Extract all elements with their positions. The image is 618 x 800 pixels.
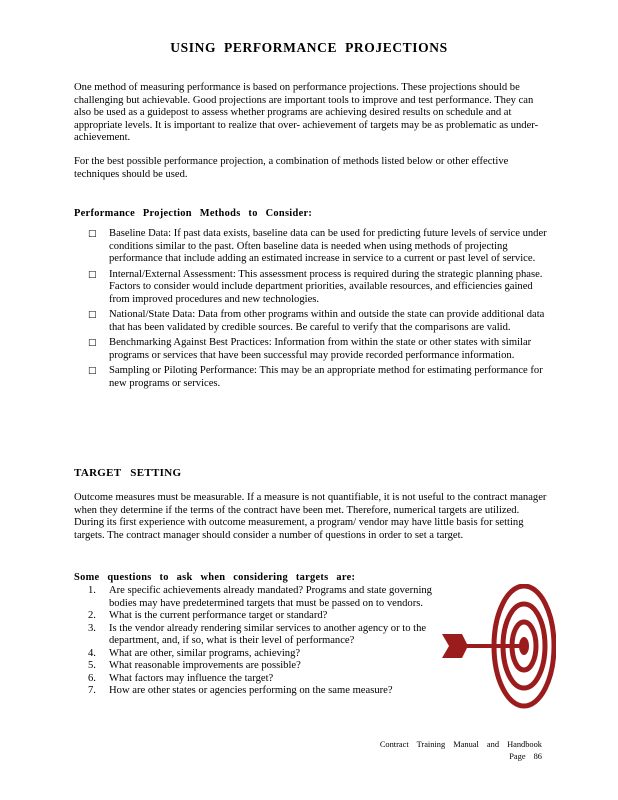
list-item bbox=[88, 337, 550, 362]
list-item bbox=[88, 673, 436, 686]
intro-paragraph: One method of measuring performance is based on performance projections. These projections should be challenging but achievable. Good projections are important tools to improve and test performance. They can also be used as a guidepost to assess whether programs are achieving desired results on schedule and at appropriate levels. It is important to realize that over- achievement of targets may be as problematic as under-achievement. bbox=[74, 82, 539, 143]
item-number: 3. bbox=[88, 622, 96, 634]
list-item bbox=[88, 623, 436, 648]
method-text: Sampling or Piloting Performance: This may be an appropriate method for estimating performance for new programs or services. bbox=[109, 365, 543, 389]
method-text: Benchmarking Against Best Practices: Information from within the state or other states with similar programs or services that have been successful may provide recorded performance information. bbox=[109, 337, 532, 361]
method-text: National/State Data: Data from other programs within and outside the state can provide additional data that has been validated by credible sources. Be careful to verify that the comparisons are valid. bbox=[109, 309, 545, 333]
checkbox-bullet-icon: □ bbox=[88, 269, 97, 280]
list-item bbox=[88, 648, 436, 661]
list-item bbox=[88, 365, 550, 390]
footer-page-number: Page 86 bbox=[509, 752, 542, 761]
checkbox-bullet-icon: □ bbox=[88, 366, 97, 376]
question-text: What are other, similar programs, achieving? bbox=[109, 647, 301, 659]
checkbox-bullet-icon: □ bbox=[88, 338, 97, 348]
item-number: 2. bbox=[88, 610, 96, 621]
item-number: 7. bbox=[88, 685, 96, 696]
question-text: What reasonable improvements are possible? bbox=[109, 660, 301, 671]
list-item bbox=[88, 685, 436, 698]
question-text: What is the current performance target or standard? bbox=[109, 610, 328, 621]
list-item bbox=[88, 660, 436, 673]
target-setting-heading: TARGET SETTING bbox=[74, 467, 182, 479]
checkbox-bullet-icon: □ bbox=[88, 310, 97, 320]
item-number: 5. bbox=[88, 660, 96, 671]
list-item bbox=[88, 228, 550, 266]
methods-heading: Performance Projection Methods to Consider: bbox=[74, 208, 313, 219]
questions-heading: Some questions to ask when considering targets are: bbox=[74, 572, 356, 583]
target-paragraph: Outcome measures must be measurable. If a measure is not quantifiable, it is not useful to the contract manager when they determine if the terms of the contract have been met. Therefore, numerical targets are utilized. During its first experience with outcome measurement, a program/ vendor may have little basis for setting targets. The contract manager should consider a number of questions in order to set a target. bbox=[74, 492, 547, 541]
footer-manual-title: Contract Training Manual and Handbook bbox=[379, 740, 542, 749]
item-number: 1. bbox=[88, 585, 96, 596]
list-item bbox=[88, 610, 436, 623]
methods-list bbox=[88, 228, 550, 393]
method-text: Baseline Data: If past data exists, baseline data can be used for predicting future levels of service under conditions similar to the past. Often baseline data is needed when using methods of projecting performance that include adding an estimated increase in service to a current or past level of service. bbox=[109, 228, 547, 264]
question-text: Are specific achievements already mandated? Programs and state governing bodies may have predetermined targets that must be passed on to vendors. bbox=[109, 585, 432, 609]
list-item bbox=[88, 585, 436, 610]
method-text: Internal/External Assessment: This assessment process is required during the strategic planning phase. Factors to consider would include department priorities, available resources, and efficiencies gained from improved procedures and new technologies. bbox=[109, 268, 543, 305]
item-number: 4. bbox=[88, 647, 96, 659]
list-item bbox=[88, 309, 550, 334]
checkbox-bullet-icon: □ bbox=[88, 229, 97, 239]
question-text: How are other states or agencies performing on the same measure? bbox=[109, 685, 393, 696]
target-with-arrow-icon bbox=[440, 584, 556, 710]
questions-list bbox=[88, 585, 436, 698]
intro-paragraph-2: For the best possible performance projection, a combination of methods listed below or other effective techniques should be used. bbox=[74, 156, 509, 180]
page-title: USING PERFORMANCE PROJECTIONS bbox=[170, 40, 448, 55]
item-number: 6. bbox=[88, 672, 96, 684]
list-item bbox=[88, 269, 550, 307]
question-text: Is the vendor already rendering similar services to another agency or to the department, and, if so, what is their level of performance? bbox=[109, 622, 427, 646]
question-text: What factors may influence the target? bbox=[109, 672, 274, 684]
